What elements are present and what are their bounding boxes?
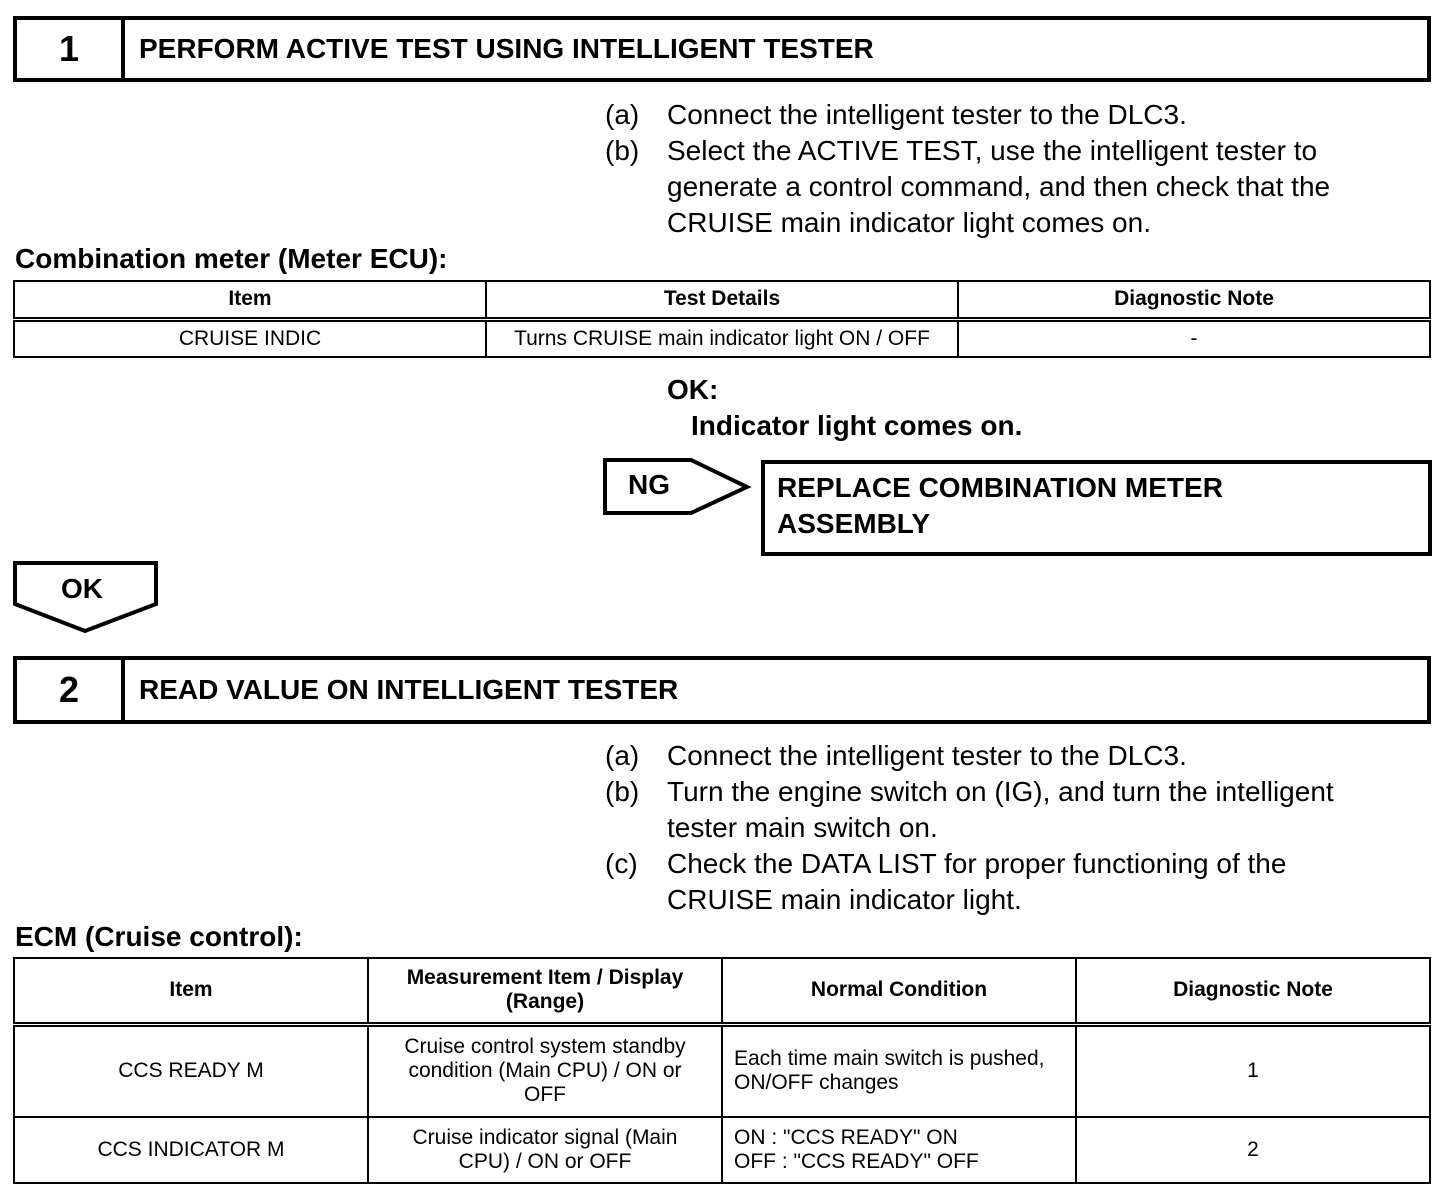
instruction-label: (a) bbox=[605, 740, 640, 771]
table-row bbox=[14, 1117, 1430, 1183]
instruction-line: Check the DATA LIST for proper functioning of the bbox=[667, 848, 1287, 879]
ok-result-text: Indicator light comes on. bbox=[691, 410, 1023, 441]
ecm-cruise-control-label: ECM (Cruise control): bbox=[15, 921, 303, 952]
table-header-row bbox=[14, 958, 1430, 1024]
ng-action-line: ASSEMBLY bbox=[777, 508, 931, 539]
instruction-line: Turn the engine switch on (IG), and turn the intelligent bbox=[667, 776, 1334, 807]
ng-action-line: REPLACE COMBINATION METER bbox=[777, 472, 1223, 503]
instruction-line: CRUISE main indicator light. bbox=[667, 884, 1022, 915]
step-1-number: 1 bbox=[17, 20, 125, 78]
instruction-item bbox=[605, 133, 1330, 241]
instruction-line: Select the ACTIVE TEST, use the intelligent tester to bbox=[667, 135, 1318, 166]
table-header: Diagnostic Note bbox=[1076, 958, 1430, 1024]
instruction-line: tester main switch on. bbox=[667, 812, 938, 843]
step-1-title: PERFORM ACTIVE TEST USING INTELLIGENT TESTER bbox=[139, 33, 874, 64]
step-1-instructions bbox=[605, 97, 1330, 241]
table-header: Item bbox=[14, 958, 368, 1024]
table-header: Diagnostic Note bbox=[958, 281, 1430, 319]
table-cell: 2 bbox=[1076, 1117, 1430, 1183]
active-test-table bbox=[13, 280, 1431, 358]
step-2-header bbox=[13, 656, 1431, 724]
table-row bbox=[14, 319, 1430, 357]
table-cell: Cruise control system standby condition (Main CPU) / ON or OFF bbox=[368, 1024, 722, 1117]
table-cell: - bbox=[958, 319, 1430, 357]
step-2-number: 2 bbox=[17, 660, 125, 720]
ng-label: NG bbox=[628, 469, 670, 500]
instruction-item bbox=[605, 774, 1334, 846]
table-header: Test Details bbox=[486, 281, 958, 319]
step-2-instructions bbox=[605, 738, 1334, 918]
ng-arrow-icon bbox=[603, 457, 753, 517]
ok-arrow-label: OK bbox=[61, 573, 103, 604]
table-cell: CCS READY M bbox=[14, 1024, 368, 1117]
table-cell: CCS INDICATOR M bbox=[14, 1117, 368, 1183]
instruction-label: (b) bbox=[605, 135, 640, 166]
table-header: Measurement Item / Display (Range) bbox=[368, 958, 722, 1024]
table-cell: ON : "CCS READY" ON OFF : "CCS READY" OFF bbox=[722, 1117, 1076, 1183]
ok-label: OK: bbox=[667, 374, 719, 405]
instruction-line: Connect the intelligent tester to the DLC3. bbox=[667, 740, 1187, 771]
replace-combination-meter-box bbox=[761, 460, 1432, 556]
instruction-line: Connect the intelligent tester to the DLC3. bbox=[667, 99, 1187, 130]
combination-meter-label: Combination meter (Meter ECU): bbox=[15, 243, 448, 274]
table-cell: Turns CRUISE main indicator light ON / OFF bbox=[486, 319, 958, 357]
instruction-label: (a) bbox=[605, 99, 640, 130]
table-header-row bbox=[14, 281, 1430, 319]
instruction-label: (b) bbox=[605, 776, 640, 807]
table-header: Normal Condition bbox=[722, 958, 1076, 1024]
table-cell: Each time main switch is pushed, ON/OFF changes bbox=[722, 1024, 1076, 1117]
table-cell: 1 bbox=[1076, 1024, 1430, 1117]
instruction-item bbox=[605, 738, 1334, 774]
step-1-header bbox=[13, 16, 1431, 82]
table-cell: Cruise indicator signal (Main CPU) / ON or OFF bbox=[368, 1117, 722, 1183]
instruction-item bbox=[605, 97, 1330, 133]
instruction-line: CRUISE main indicator light comes on. bbox=[667, 207, 1151, 238]
step-2-title: READ VALUE ON INTELLIGENT TESTER bbox=[139, 674, 679, 705]
instruction-line: generate a control command, and then check that the bbox=[667, 171, 1331, 202]
table-row bbox=[14, 1024, 1430, 1117]
table-cell: CRUISE INDIC bbox=[14, 319, 486, 357]
instruction-label: (c) bbox=[605, 848, 638, 879]
instruction-item bbox=[605, 846, 1334, 918]
table-header: Item bbox=[14, 281, 486, 319]
data-list-table bbox=[13, 957, 1431, 1184]
